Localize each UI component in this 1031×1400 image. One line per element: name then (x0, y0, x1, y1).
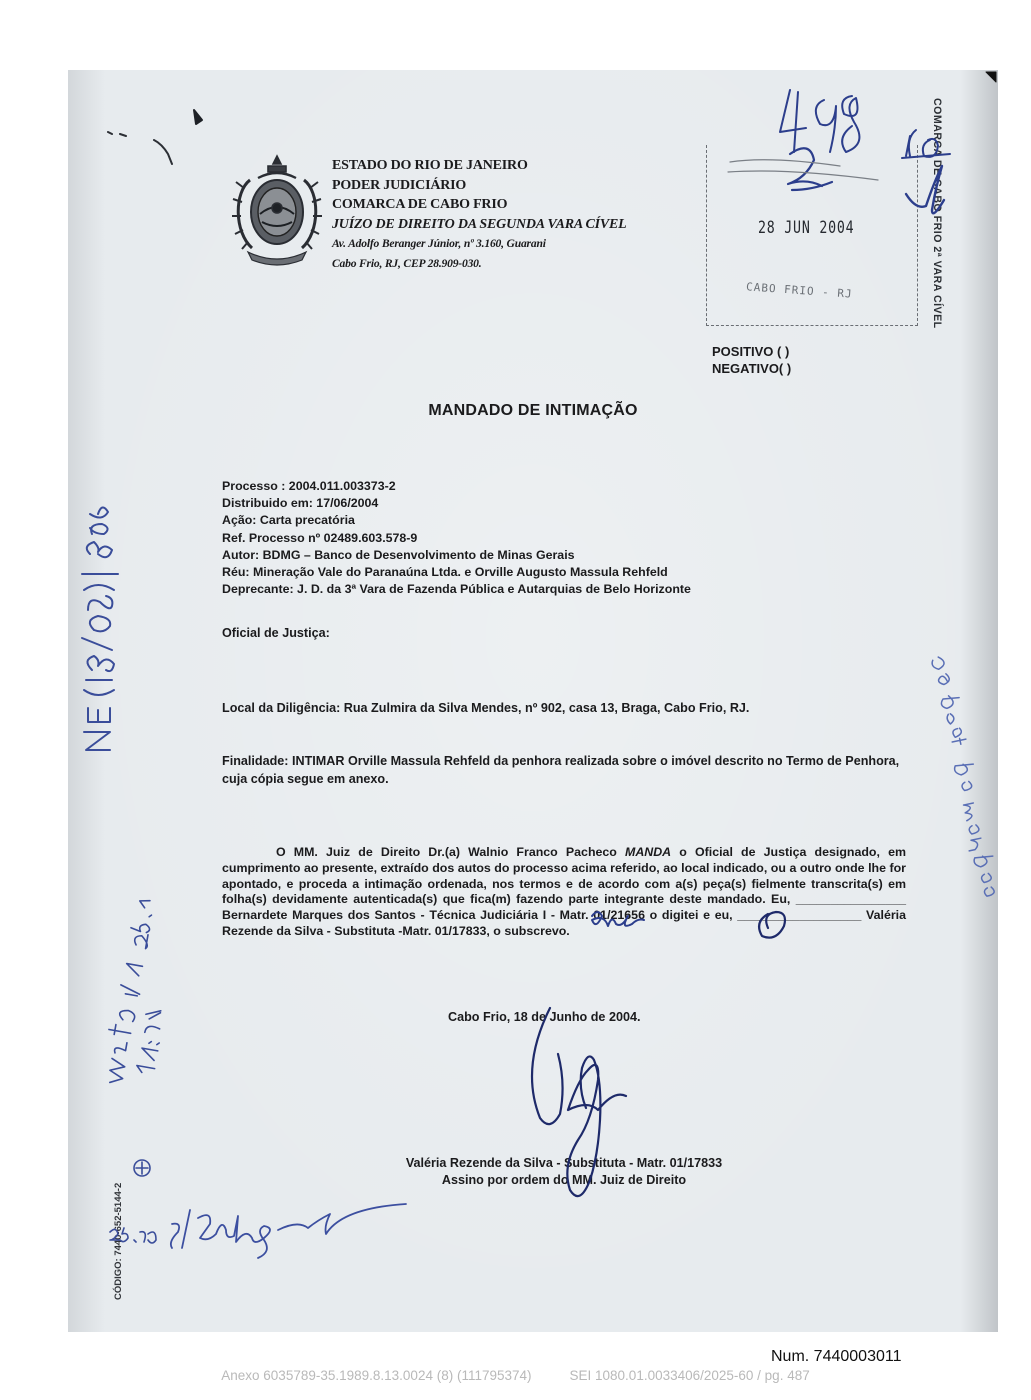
negativo-option: NEGATIVO( ) (712, 361, 792, 376)
letterhead-city: Cabo Frio, RJ, CEP 28.909-030. (332, 256, 482, 270)
receipt-stamp-date: 28 JUN 2004 (758, 218, 855, 238)
letterhead-judiciary: PODER JUDICIÁRIO (332, 177, 467, 193)
detail-deprecante: Deprecante: J. D. da 3ª Vara de Fazenda Pública e Autarquias de Belo Horizonte (222, 582, 691, 597)
body-manda: MANDA (625, 845, 672, 859)
receipt-stamp-city: CABO FRIO - RJ (745, 280, 854, 301)
oficial-label: Oficial de Justiça: (222, 626, 330, 640)
detail-distribuido: Distribuido em: 17/06/2004 (222, 496, 379, 511)
body-part1: O MM. Juiz de Direito Dr.(a) Walnio Franco Pacheco (276, 845, 626, 859)
scanned-document (68, 70, 998, 1332)
letterhead-comarca: COMARCA DE CABO FRIO (332, 197, 508, 213)
signature-authority: Assino por ordem do MM. Juiz de Direito (441, 1173, 687, 1187)
handwritten-page-number (780, 90, 859, 152)
detail-ref: Ref. Processo nº 02489.603.578-9 (222, 530, 418, 545)
footer-sei: SEI 1080.01.0033406/2025-60 / pg. 487 (569, 1368, 810, 1383)
margin-codigo: CÓDIGO: 7440-652-5144-2 (113, 1182, 124, 1300)
coat-of-arms-emblem (228, 152, 326, 268)
margin-handwriting-times (136, 1008, 165, 1074)
corner-mark (194, 110, 202, 124)
letterhead (332, 156, 627, 274)
detail-acao: Ação: Carta precatória (222, 513, 355, 528)
court-stamp: COMARCA DE CABO FRIO 2ª VARA CÍVEL (931, 98, 943, 329)
body-part2: o Oficial de Justiça designado, em cumprimento ao presente, extraído dos autos do processo acima referido, ao local indicado, ou a outro onde lhe for apontado, e proceda a intimação ordenada, nos termos e de acordo com a(s) peça(s) fielmente transcrita(s) em folha(s) devidamente autenticada(s) que fica(m) fazendo parte integrante deste mandado. Eu, ________________ Bernardete Marques dos Santos - Técnica Judiciária I - Matr. 01/21656 o digitei e eu, __________________ Valéria Rezende da Silva - Substituta -Matr. 01/17833, o subscrevo. (222, 845, 906, 938)
dateline: Cabo Frio, 18 de Junho de 2004. (448, 1010, 641, 1024)
positivo-option: POSITIVO ( ) (712, 344, 790, 359)
signature-name: Valéria Rezende da Silva - Substituta - Matr. 01/17833 (405, 1156, 723, 1170)
result-options (712, 343, 791, 377)
corner-mark (108, 132, 172, 164)
document-title: MANDADO DE INTIMAÇÃO (428, 402, 638, 419)
margin-handwriting-dates (100, 898, 156, 1085)
bottom-scribble (171, 1204, 406, 1258)
margin-handwriting-ne (82, 507, 118, 750)
letterhead-address: Av. Adolfo Beranger Júnior, nº 3.160, Guarani (332, 237, 546, 251)
margin-circle-mark (134, 1160, 150, 1176)
footer-anexo: Anexo 6035789-35.1989.8.13.0024 (8) (111795374) (221, 1368, 532, 1383)
letterhead-court: JUÍZO DE DIREITO DA SEGUNDA VARA CÍVEL (332, 216, 627, 232)
detail-reu: Réu: Mineração Vale do Paranaúna Ltda. e Orville Augusto Massula Rehfeld (222, 565, 668, 580)
finalidade: Finalidade: INTIMAR Orville Massula Rehfeld da penhora realizada sobre o imóvel descrito no Termo de Penhora, cuja cópia segue em anexo. (222, 754, 900, 786)
signature-block (374, 1155, 754, 1189)
letterhead-state: ESTADO DO RIO DE JANEIRO (332, 158, 528, 173)
detail-autor: Autor: BDMG – Banco de Desenvolvimento de Minas Gerais (222, 547, 575, 562)
margin-handwriting-right (928, 655, 998, 898)
page-footer (0, 1368, 1031, 1383)
document-number: Num. 7440003011 (771, 1348, 902, 1365)
case-details (222, 478, 691, 598)
detail-processo: Processo : 2004.011.003373-2 (222, 479, 396, 493)
body-paragraph (222, 845, 906, 940)
local-diligencia: Local da Diligência: Rua Zulmira da Silva Mendes, nº 902, casa 13, Braga, Cabo Frio, RJ. (222, 701, 750, 715)
